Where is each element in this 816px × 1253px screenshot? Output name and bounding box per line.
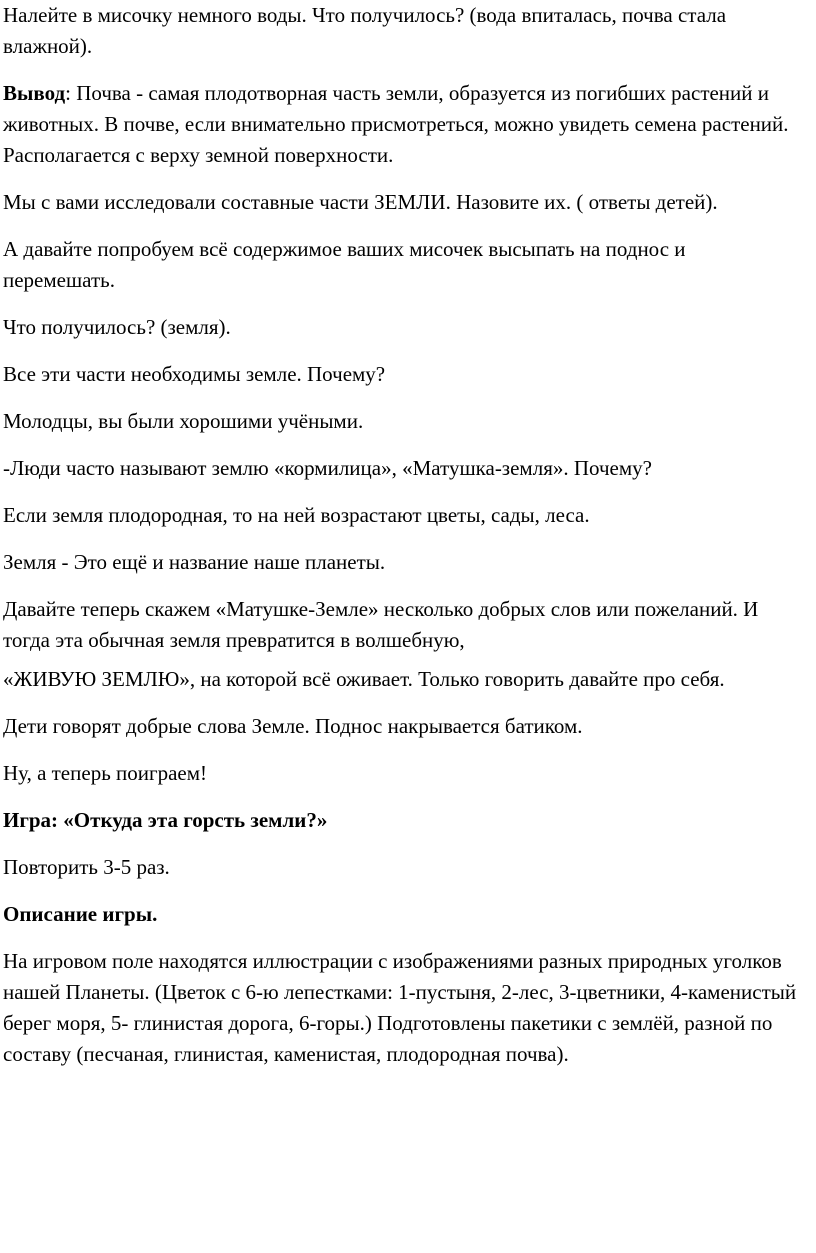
paragraph-mother-earth: -Люди часто называют землю «кормилица», «Матушка-земля». Почему? (3, 456, 652, 480)
paragraph-children-speak: Дети говорят добрые слова Земле. Поднос накрывается батиком. (3, 714, 583, 738)
paragraph-fertile: Если земля плодородная, то на ней возрастают цветы, сады, леса. (3, 503, 590, 527)
game-description-heading: Описание игры. (3, 902, 158, 926)
paragraph-repeat: Повторить 3-5 раз. (3, 855, 170, 879)
paragraph-kind-words: Давайте теперь скажем «Матушке-Земле» несколько добрых слов или пожеланий. И тогда эта обычная земля превратится в волшебную, (3, 597, 759, 652)
paragraph-game-description: На игровом поле находятся иллюстрации с изображениями разных природных уголков нашей Планеты. (Цветок с 6-ю лепестками: 1-пустыня, 2-лес, 3-цветники, 4-каменистый берег моря, 5- глинистая дорога, 6-горы.) Подготовлены пакетики с землёй, разной по составу (песчаная, глинистая, каменистая, плодородная почва). (3, 949, 797, 1066)
paragraph-result: Что получилось? (земля). (3, 315, 231, 339)
conclusion-label: Вывод (3, 81, 66, 105)
paragraph-planet-name: Земля - Это ещё и название наше планеты. (3, 550, 386, 574)
paragraph-conclusion: Вывод: Почва - самая плодотворная часть земли, образуется из погибших растений и животных. В почве, если внимательно присмотреться, можно увидеть семена растений. Располагается с верху земной поверхности. (3, 81, 789, 167)
paragraph-scientists: Молодцы, вы были хорошими учёными. (3, 409, 364, 433)
paragraph-lets-play: Ну, а теперь поиграем! (3, 761, 208, 785)
paragraph-water: Налейте в мисочку немного воды. Что получилось? (вода впиталась, почва стала влажной). (3, 3, 727, 58)
paragraph-living-earth: «ЖИВУЮ ЗЕМЛЮ», на которой всё оживает. Только говорить давайте про себя. (3, 667, 725, 691)
game-title: Игра: «Откуда эта горсть земли?» (3, 808, 328, 832)
paragraph-why-needed: Все эти части необходимы земле. Почему? (3, 362, 386, 386)
paragraph-earth-parts: Мы с вами исследовали составные части ЗЕМЛИ. Назовите их. ( ответы детей). (3, 190, 718, 214)
paragraph-mix: А давайте попробуем всё содержимое ваших мисочек высыпать на поднос и перемешать. (3, 237, 686, 292)
